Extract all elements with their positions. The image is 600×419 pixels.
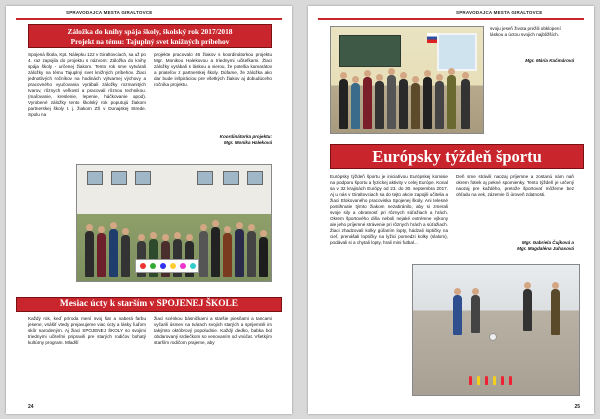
left-page xyxy=(6,6,292,414)
article1-column1: Spojená škola, Kpt. Nálepku 122 v Giraltovciach, sa už po 4. raz zapojila do projektu s názvom: Záložka do knihy spája školy - určenej žiakom. Tento rok sme vytvárali záložky na tému Tajuplný svet knižných príbehov. Žiaci jednotlivých ročníkov na hodinách výtvarnej výchovy a pracovného vyučovania vyrábali záložky rozmanitých tvarov, rôznych veľkostí a pracovali rôznou technikou. (maľovanie, kreslenie, lepenie, háčkovanie apod). Vyrobené záložky tento školský rok poputujú žiakom partnerskej školy t. j. žiakom ZŠ v Dunajskej Strede. Spolu na xyxy=(28,52,146,117)
article-heading-respect: Mesiac úcty k starším v SPOJENEJ ŠKOLE xyxy=(16,297,282,312)
article2-column2: žiaci scénkou básničkami a staršie piesňami a tancami vyčarili úsmev na tvárach svojich starých a sprijemnili im takýmto októbrový popoludnie. Každý dedko, babka bol obdarovaný srdiečkom so venovaním od vnúčat. Všetkým starším rodičom prajeme, aby xyxy=(154,316,272,345)
article1-column2: projekte pracovalo 46 žiakov s koordinátorkou projektu Mgr. Monikou Halekovou a triednymi učiteľkami. Žiaci záložky vyrábali s láskou a vierou, že potešia kamarátov a priateľov z partnerskej školy. Dúfame, že záložka ako dar bude inšpiráciou pre všetkých žiakov aj dobudúceho ročníka projektu. xyxy=(154,52,272,87)
signature-name: Mgr. Monika Haleková xyxy=(224,140,272,145)
signature-name-2: Mgr. Magdaléna Juhasová xyxy=(517,246,574,251)
header-rule xyxy=(16,18,282,20)
article-heading-sport: Európsky týždeň športu xyxy=(330,144,584,169)
article2-column1: Každý rok, keď príroda mení svoj šat a naberá farbu jesene, vnášiť vtedy prejavujeme viac úcty a lásky ľuďom skôr narodeným. Aj žiaci SPOJENEJ ŠKOLY so svojimi triednymi učiteľmi pripravili pre starých rodičov bohatý kultúrny program. Mladší xyxy=(28,316,146,345)
header-rule xyxy=(318,18,584,20)
signature-role: Koordinátorka projektu: xyxy=(219,134,272,139)
article1-signature xyxy=(154,134,272,146)
signature-name-1: Mgr. Gabriela Čujková a xyxy=(521,240,574,245)
running-head: SPRAVODAJCA MESTA GIRALTOVCE xyxy=(456,10,543,15)
right-page xyxy=(308,6,594,414)
heading-line-2: Projekt na tému: Tajuplný svet knižných príbehov xyxy=(70,36,230,46)
article-heading-bookmark xyxy=(28,24,272,48)
top-continuation-text: svoju jeseň života prežili obklopení láskou a úctou svojich najbližších. xyxy=(490,26,561,37)
bookmark-banner xyxy=(135,259,199,273)
school-group-photo xyxy=(76,164,272,282)
sport-column2: Deň sme strávili naozaj príjemne a zostanú nám naň okrem fotiek aj pekné spomienky. Tento týždeň je určený naozaj pre každého, pretože športovať môžeme bez ohľadu na vek, zázemie či úroveň zdatnosti. xyxy=(456,174,574,197)
heading-line-1: Záložka do knihy spája školy, školský rok 2017/2018 xyxy=(67,27,233,36)
bowling-photo xyxy=(412,264,580,396)
sport-column1: Európsky týždeň športu je iniciatívou Európskej komisie na podporu športu a fyzickej aktivity v celej Európe. Konal sa v 32 krajinách Európy od 23. do 30. septembra 2017. Aj u nás v Giraltovciach sa do tejto akcie zapojili učitelia a žiaci Elokovaného pracoviska Spojenej školy. Ani telesné postihnutie týmto žiakom nezabránilo, aby si zmerali svoje sily a obratnosť pri rôznych súťažiach a hrách. Okrem športového diňa neboli nejaké extrémne výkony ale jeho príjemné strávenie pri rôznych hrách a súťažiach. Žiaci zhadzovali kolky gúľaním lopty, hádzali loptičky na cieľ, prenášali loptičky na lyžici pomedzi kolky (slalom), podávali si a chytali lopty, hrali mini futbal... xyxy=(330,174,448,245)
classroom-photo xyxy=(330,26,484,134)
page-number: 25 xyxy=(574,404,580,410)
page-number: 24 xyxy=(28,404,34,410)
running-head: SPRAVODAJCA MESTA GIRALTOVCE xyxy=(66,10,153,15)
top-signature: Mgr. Mária Kačmárová xyxy=(525,58,574,63)
sport-signature xyxy=(456,240,574,252)
